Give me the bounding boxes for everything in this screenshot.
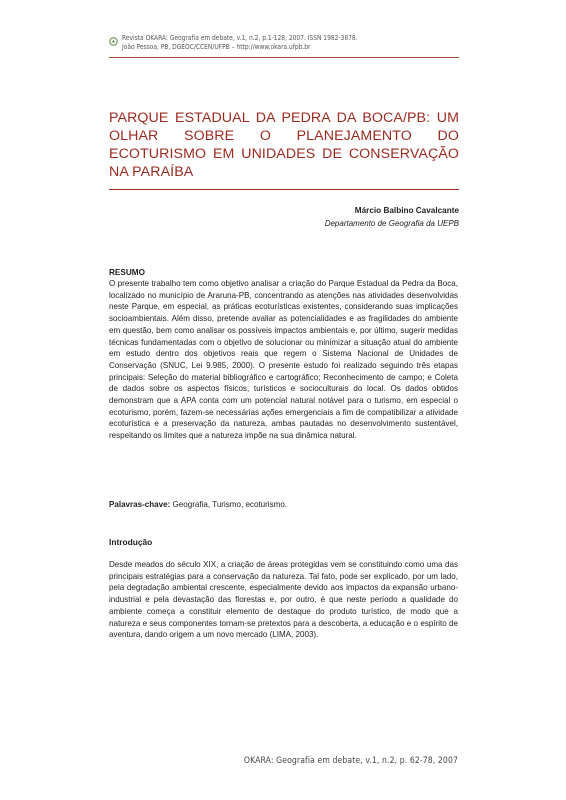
article-title: PARQUE ESTADUAL DA PEDRA DA BOCA/PB: UM OLHAR SOBRE O PLANEJAMENTO DO ECOTURISMO EM UNIDADES DE CONSERVAÇÃO NA PARAÍBA: [109, 110, 459, 180]
header-divider: [109, 57, 459, 58]
author-name: Márcio Balbino Cavalcante: [354, 206, 459, 215]
okara-logo-icon: [109, 37, 118, 46]
journal-location-line: João Pessoa, PB, DGEOC/CCEN/UFPB – http://www.okara.ufpb.br: [122, 43, 311, 51]
abstract-text: O presente trabalho tem como objetivo analisar a criação do Parque Estadual da Pedra da Boca, localizado no município de Araruna-PB, concentrando as atenções nas atividades desenvolvidas neste Parque, em especial, as práticas ecoturísticas existentes, considerando suas implicações socioambientais. Além disso, pretende avaliar as potencialidades e as fragilidades do ambiente em questão, bem como analisar os possíveis impactos ambientais e, por último, sugerir medidas técnicas fundamentadas com o objetivo de solucionar ou minimizar a situação atual do ambiente em estudo dentro dos objetivos reais que regem o Sistema Nacional de Unidades de Conservação (SNUC, Lei 9.985, 2000). O presente estudo foi realizado seguindo três etapas principais: Seleção do material bibliográfico e cartográfico; Reconhecimento de campo; e Coleta de dados sobre os aspectos físicos, turísticos e socioculturais do local. Os dados obtidos demonstram que a APA conta com um potencial natural notável para o turismo, em especial o ecoturismo, porém, fazem-se necessárias ações emergenciais a fim de compatibilizar a atividade ecoturística e a preservação da natureza, ambas pautadas no desenvolvimento sustentável, respeitando os limites que a natureza impõe na sua dinâmica natural.: [109, 279, 458, 441]
title-divider: [109, 189, 459, 190]
page-footer: OKARA: Geografia em debate, v.1, n.2, p. 62-78, 2007: [243, 756, 458, 766]
keywords-value: Geografia, Turismo, ecoturismo.: [172, 500, 288, 509]
author-affiliation: Departamento de Geografia da UEPB: [324, 219, 459, 228]
introduction-text: Desde meados do século XIX, a criação de áreas protegidas vem se constituindo como uma das principais estratégias para a conservação da natureza. Tal fato, pode ser explicado, por um lado, pela degradação ambiental crescente, especialmente devido aos impactos da expansão urbano-industrial e pela devastação das florestas e, por outro, é que neste período a qualidade do ambiente começa a constituir elemento de destaque do produto turístico, de modo que a natureza e seus componentes tornam-se pretextos para a descoberta, a educação e o espírito de aventura, dando origem a um novo mercado (LIMA, 2003).: [109, 560, 458, 640]
journal-citation-line: Revista OKARA: Geografia em debate, v.1, n.2, p.1-128, 2007. ISSN 1982-3878.: [122, 34, 358, 42]
journal-header: [122, 34, 358, 52]
keywords-line: [109, 500, 287, 509]
keywords-label: Palavras-chave:: [109, 500, 171, 509]
abstract-heading: RESUMO: [109, 268, 145, 277]
introduction-heading: Introdução: [109, 537, 153, 547]
